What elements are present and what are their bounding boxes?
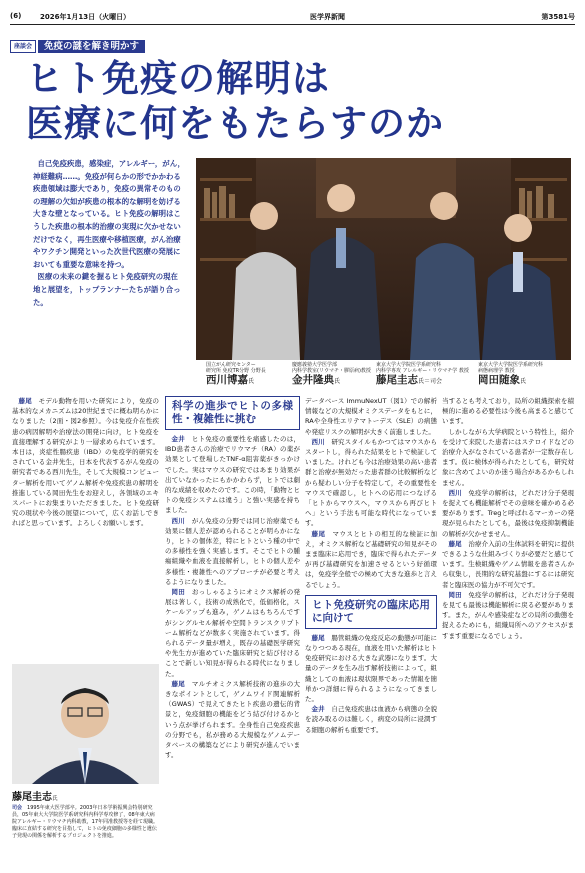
caption-affiliation: 東京大学大学院医学系研究科 内科学専攻 アレルギー・リウマチ学 教授 bbox=[376, 362, 469, 375]
caption-fujio bbox=[376, 362, 481, 388]
body-paragraph: ヒト免疫の重要性を痛感したのは，IBD患者さんの治療でリウマチ（RA）の薬が効果として登場したTNF-α阻害薬がきっかけでした。実はマウスの研究ではあまり効果が出ていなかったにもかかわらず，ヒトでは劇的な成績を収めたのです。この時，「動物とヒトの免疫システムは違う」と強い実感を持ちました。 bbox=[165, 435, 300, 515]
speaker-label: 藤尾 bbox=[311, 633, 325, 642]
body-paragraph: 自己免疫疾患は血液から病態の全貌を読み取るのは難しく，病変の局所に浸潤する細胞の解析も重要です。 bbox=[305, 705, 437, 734]
group-photo bbox=[196, 158, 571, 360]
body-paragraph: おっしゃるようにオミクス解析の発展は著しく，技術の成熟化で，低価格化，スケールアップも進み，ゲノムはもちろんですがシングルセル解析や空間トランスクリプトーム解析などが数多く実施されています。得られるデータ量が増え，既存の基礎医学研究や先生方が進めていた臨床研究と結び付けることで新しい知見が得られる時代になりました。 bbox=[165, 588, 300, 678]
caption-nishikawa bbox=[206, 362, 301, 388]
body-paragraph: データベース ImmuNexUT（図1）での解析情報などの大規模オミクスデータをもとに，RAや全身性エリテマトーデス（SLE）の病態や発症リスクの解明が大きく前進しました。 bbox=[305, 397, 437, 436]
body-column-2 bbox=[165, 396, 300, 866]
caption-name: 金井隆典氏 bbox=[292, 374, 341, 387]
issue-date: 2026年1月13日（火曜日） bbox=[40, 13, 131, 21]
caption-affiliation: 慶應義塾大学医学部 内科学教室(リウマチ・膠原病)教授 bbox=[292, 362, 371, 375]
caption-name: 岡田随象氏 bbox=[478, 374, 527, 387]
headline-line-2: 医療に何をもたらすのか bbox=[26, 101, 444, 145]
bio-text: 司会 1995年東大医学部卒。2003年日本学術振興会特別研究員，05年東大大学院医学系研究科内科学専攻修了，08年東大病院アレルギー・リウマチ内科助教，17年同准教授等を経て現職。臨床に直結する研究を目指して，ヒトの免疫細胞の多様性と遺伝子発現の関係を解析するプロジェクトを推進。 bbox=[12, 805, 159, 839]
lead-paragraph: 医療の未来の鍵を握るヒト免疫研究の現在地と展望を，トップランナーたちが語り合った。 bbox=[33, 272, 181, 307]
series-type: 座談会 bbox=[10, 40, 36, 53]
series-tag bbox=[10, 40, 145, 53]
issue-number: 第3581号 bbox=[541, 13, 575, 21]
series-title: 免疫の謎を解き明かす bbox=[38, 40, 145, 53]
group-photo-illustration bbox=[196, 158, 571, 360]
body-paragraph: マルチオミクス解析技術の進歩の大きなポイントとして，ゲノムワイド関連解析（GWAS）で見えてきたヒト疾患の遺伝的背景と，免疫細胞の機能をどう結び付けるかという点が挙げられます。全身性自己免疫疾患の分野でも，私が務める大規模なゲノムデータベースの構築などにより研究が進んでいます。 bbox=[165, 679, 300, 760]
section-heading: 科学の進歩でヒトの多様性・複雑性に挑む bbox=[165, 396, 300, 430]
page-number: (6) bbox=[10, 12, 22, 20]
speaker-label: 藤尾 bbox=[311, 529, 326, 538]
caption-okada bbox=[478, 362, 571, 388]
body-column-3 bbox=[305, 396, 437, 866]
moderator-portrait bbox=[12, 664, 159, 784]
caption-name: 藤尾圭志氏＝司会 bbox=[376, 374, 443, 387]
caption-kanai bbox=[292, 362, 387, 388]
speaker-label: 藤尾 bbox=[448, 539, 462, 548]
speaker-label: 藤尾 bbox=[18, 397, 32, 405]
speaker-label: 西川 bbox=[171, 516, 186, 525]
moderator-bio bbox=[12, 788, 159, 840]
speaker-label: 藤尾 bbox=[171, 679, 186, 688]
speaker-label: 岡田 bbox=[448, 590, 462, 599]
body-paragraph: しかしながら大学病院という特性上，紹介を受けて来院した患者にはステロイドなどの治療介入がなされている患者が一定数存在します。仮に検体が得られたとしても，研究対象に含めてよいのか迷う場合があるかもしれません。 bbox=[442, 427, 574, 487]
headline-line-1: ヒト免疫の解明は bbox=[26, 56, 330, 100]
body-paragraph: がん免疫の分野では同じ治療薬でも効果に個人差が認められることが明らかになり，ヒトの個体差，特にヒトという種の中での多様性を強く実感します。そこでヒトの腫瘍組織や血液を直接解析し，ヒトの個人差や多様性・複雑性へのアプローチが必要と考えるようになりました。 bbox=[165, 516, 300, 586]
lead-text bbox=[33, 158, 185, 309]
body-paragraph: 免疫学の解析は，どれだけ分子発現を捉えても機能解析でその意味を確かめる必要があります。Tregと呼ばれるマーカーの発現が見られたとしても，最後は免疫抑制機能の解析が欠かせません。 bbox=[442, 488, 574, 538]
speaker-label: 金井 bbox=[311, 705, 325, 714]
body-paragraph: 研究スタイルもかつてはマウスからスタートし，得られた結果をヒトで検証していました。けれども今は治療効果の高い患者群と治療が無効だった患者群の比較解析などから疑わしい分子を特定して，その重要性をマウスで確認し，ヒトへの応用につなげる「ヒトからマウスへ，マウスから再びヒトへ」という手法も可能な時代になっています。 bbox=[305, 437, 437, 528]
bio-name: 藤尾圭志氏 bbox=[12, 792, 58, 803]
body-paragraph: 免疫学の解析は，どれだけ分子発現を見ても最後は機能解析に戻る必要があります。また，がんや感染症などの局所の動態を捉えるためにも，組織局所へのアクセスがますます重要になるでしょう。 bbox=[442, 590, 574, 640]
body-column-4 bbox=[442, 396, 574, 866]
speaker-label: 岡田 bbox=[171, 588, 186, 597]
page-header bbox=[10, 10, 575, 25]
body-paragraph: 当するとも考えており，局所の組織探索を積極的に進める必要性は今後も高まると感じています。 bbox=[442, 397, 574, 426]
speaker-label: 西川 bbox=[448, 488, 462, 497]
body-paragraph: モデル動物を用いた研究により，免疫の基本的なメカニズムは20世紀までに概ね明らかになりました（2面・図2参照）。今は免疫介在性疾患の病因解明や治療法の開発に向け，ヒト免疫を直接理解する研究がより一層求められています。本日は，炎症性腸疾患（IBD）の免疫学的研究をされている金井先生，日本を代表するがん免疫の研究者である西川先生，そして大規模コンピューター解析を用いてゲノム解析や免疫疾患の解明を推進している岡田先生をお迎えし，各領域のエキスパートにお集まりいただきました。ヒト免疫研究の現状や今後の展望について，広くお話しできればと思っています。よろしくお願いします。 bbox=[12, 397, 159, 528]
caption-affiliation: 東京大学大学院医学系研究科 病態病理学 教授 bbox=[478, 362, 544, 375]
body-paragraph: 腸管組織の免疫反応の動態が可能になりつつある現在，血液を用いた解析はヒト免疫研究における大きな武器になります。大量のデータを生み出す解析技術によって，組織としての血液は現状限界であった情報を簡単かつ詳細に得られるようになってきました。 bbox=[305, 633, 437, 704]
caption-name: 西川博嘉氏 bbox=[206, 374, 255, 387]
section-heading: ヒト免疫研究の臨床応用に向けて bbox=[305, 595, 437, 629]
caption-affiliation: 国立がん研究センター 研究所 免疫TR分野 分野長 bbox=[206, 362, 266, 375]
photo-captions bbox=[196, 362, 571, 390]
portrait-illustration bbox=[12, 664, 159, 784]
newspaper-name: 医学界新聞 bbox=[310, 13, 345, 21]
body-paragraph: 治療介入前の生体試料を研究に提供できるような仕組みづくりが必要だと感じています。生検組織やゲノム情報を患者さんから収集し，長期的な研究基盤にするには研究者と臨床医の協力が不可欠です。 bbox=[442, 539, 574, 589]
body-column-1 bbox=[12, 396, 159, 658]
lead-paragraph: 自己免疫疾患，感染症，アレルギー，がん，神経難病……。免疫が何らかの形でかかわる疾患領域は膨大であり，免疫の異常そのものの理解の欠如が疾患の根本的な解明を妨げる大きな壁となっている。ヒト免疫の解明はこうした疾患の根本的治療の実現に欠かせないだけでなく，再生医療や移植医療，がん治療やワクチン開発といった次世代医療の発展においても重要な意味を持つ。 bbox=[33, 159, 185, 269]
body-paragraph: マウスとヒトの相互的な検証に加え，オミクス解析など基礎研究の知見がそのまま臨床に応用でき，臨床で得られたデータが再び基礎研究を加速させるという好循環は，免疫学全般での極めて大きな進歩と言えるでしょう。 bbox=[305, 529, 437, 589]
speaker-label: 西川 bbox=[311, 437, 325, 446]
speaker-label: 金井 bbox=[171, 435, 186, 443]
